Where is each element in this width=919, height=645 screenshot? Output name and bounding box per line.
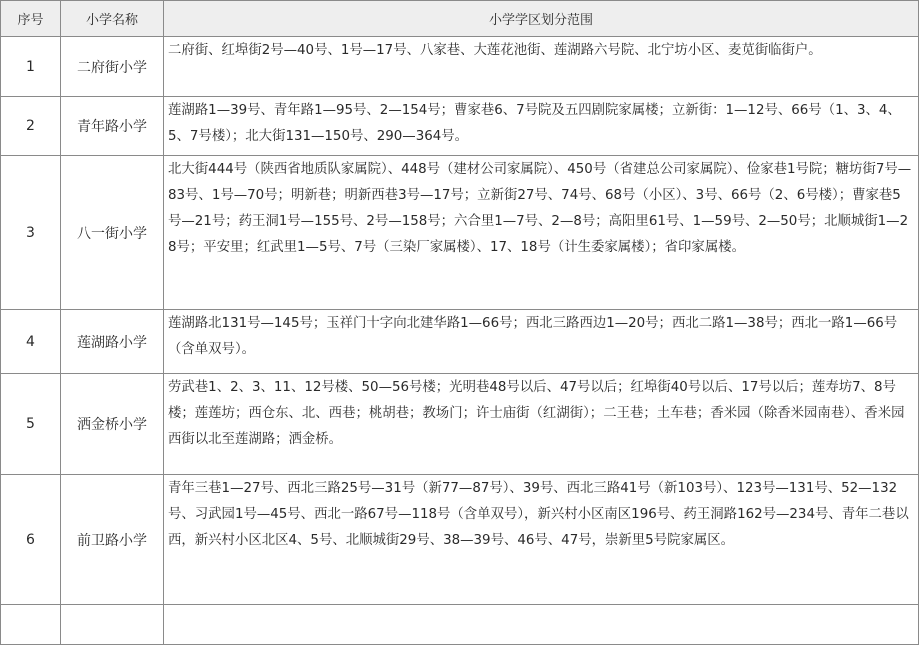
table-row — [1, 97, 919, 156]
table-row — [1, 37, 919, 97]
row-serial-number: 3 — [1, 156, 61, 310]
row-district-range: 二府街、红埠街2号—40号、1号—17号、八家巷、大莲花池街、莲湖路六号院、北宁坊小区、麦苋街临街户。 — [164, 37, 919, 97]
row-serial-number: 5 — [1, 374, 61, 475]
table-row — [1, 156, 919, 310]
row-district-range: 青年三巷1—27号、西北三路25号—31号（新77—87号）、39号、西北三路41号（新103号）、123号—131号、52—132号、习武园1号—45号、西北一路67号—118号（含单双号），新兴村小区南区196号、药王洞路162号—234号、青年二巷以西，新兴村小区北区4、5号、北顺城街29号、38—39号、46号、47号，崇新里5号院家属区。 — [164, 475, 919, 605]
row-district-range: 莲湖路1—39号、青年路1—95号、2—154号；曹家巷6、7号院及五四剧院家属楼；立新街：1—12号、66号（1、3、4、5、7号楼）；北大街131—150号、290—364号。 — [164, 97, 919, 156]
row-serial-number: 4 — [1, 310, 61, 374]
row-school-name: 青年路小学 — [61, 97, 164, 156]
table-header-row — [1, 1, 919, 37]
header-serial-number: 序号 — [1, 1, 61, 37]
row-school-name: 前卫路小学 — [61, 475, 164, 605]
row-serial-number: 2 — [1, 97, 61, 156]
table-row — [1, 475, 919, 605]
row-district-range: 劳武巷1、2、3、11、12号楼、50—56号楼；光明巷48号以后、47号以后；红埠街40号以后、17号以后；莲寿坊7、8号楼；莲莲坊；西仓东、北、西巷；桃胡巷；教场门；许士庙街（红湖街）；二王巷；土车巷；香米园（除香米园南巷）、香米园西街以北至莲湖路；洒金桥。 — [164, 374, 919, 475]
row-district-range: 北大街444号（陕西省地质队家属院）、448号（建材公司家属院）、450号（省建总公司家属院）、俭家巷1号院；糖坊街7号—83号、1号—70号；明新巷；明新西巷3号—17号；立新街27号、74号、68号（小区）、3号、66号（2、6号楼）；曹家巷5号—21号；药王洞1号—155号、2号—158号；六合里1—7号、2—8号；高阳里61号、1—59号、2—50号；北顺城街1—28号；平安里；红武里1—5号、7号（三染厂家属楼）、17、18号（计生委家属楼）；省印家属楼。 — [164, 156, 919, 310]
header-district-range: 小学学区划分范围 — [164, 1, 919, 37]
row-district-range: 莲湖路北131号—145号；玉祥门十字向北建华路1—66号；西北三路西边1—20号；西北二路1—38号；西北一路1—66号（含单双号）。 — [164, 310, 919, 374]
table-row — [1, 374, 919, 475]
row-school-name: 二府街小学 — [61, 37, 164, 97]
row-school-name: 八一街小学 — [61, 156, 164, 310]
row-serial-number: 6 — [1, 475, 61, 605]
table-row — [1, 310, 919, 374]
header-school-name: 小学名称 — [61, 1, 164, 37]
row-school-name: 洒金桥小学 — [61, 374, 164, 475]
row-serial-number: 1 — [1, 37, 61, 97]
row-school-name: 莲湖路小学 — [61, 310, 164, 374]
